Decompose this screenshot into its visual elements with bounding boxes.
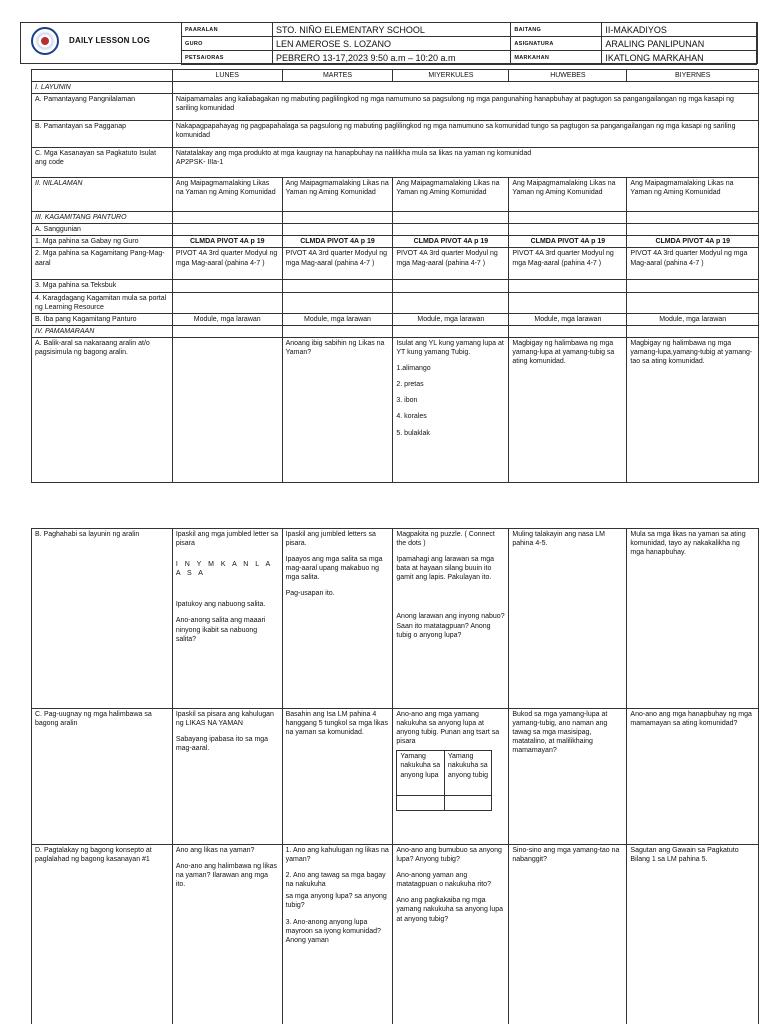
header-box [20,22,758,64]
review-biyernes: Magbigay ng halimbawa ng mga yamang-lupa,yamang-tubig at yamang-tao sa ating komunidad. [627,337,759,482]
other-materials: Module, mga larawan [627,313,759,325]
water-resources-header: Yamang nakukuha sa anyong tubig [444,751,492,796]
day-header: LUNES [172,70,282,82]
resource-chart [396,750,492,811]
competency-text: Natatalakay ang mga produkto at mga kaugnay na hanapbuhay na nalilikha mula sa likas na yaman ng komunidad [175,150,532,158]
discussion-martes: 1. Ano ang kahulugan ng likas na yaman? 2. Ano ang tawag sa mga bagay na nakukuha sa mga anyong lupa? sa anyong tubig? 3. Ano-anong anyong lupa mayroon sa iyong komunidad? Anong yaman [282,845,393,1024]
examples-lunes: Ipaskil sa pisara ang kahulugan ng LIKAS NA YAMAN Sabayang ipabasa ito sa mga mag-aaral. [172,709,282,845]
field-label: MARKAHAN [511,51,602,65]
row-label: A. Balik-aral sa nakaraang aralin at/o pagsisimula ng bagong aralin. [32,337,173,482]
quarter-value: IKATLONG MARKAHAN [602,51,757,65]
day-header: HUWEBES [509,70,627,82]
page-two [0,522,768,1024]
date-time-value: PEBRERO 13-17,2023 9:50 a.m – 10:20 a.m [272,51,510,65]
section-heading: III. KAGAMITANG PANTURO [32,212,173,224]
content-standard: Naipamamalas ang kaliabagakan ng mabuting paglilingkod ng mga namumuno sa pagsulong ng mga pangunahing hanapbuhay at pagtugon sa pangangailangan ng mga kasapi ng sariling komunidad [172,94,758,121]
purpose-lunes: Ipaskil ang mga jumbled letter sa pisara I N Y M K A N L A A S A Ipatukoy ang nabuong salita. Ano-anong salita ang maaari ninyong ikabit sa nabuong salita? [172,529,282,709]
guide-pages: CLMDA PIVOT 4A p 19 [282,236,393,248]
review-lunes [172,337,282,482]
examples-martes: Basahin ang Isa LM pahina 4 hanggang 5 tungkol sa mga likas na yaman sa komunidad. [282,709,393,845]
purpose-biyernes: Mula sa mga likas na yaman sa ating komunidad, tayo ay nakakalikha ng mga hanapbuhay. [627,529,759,709]
guide-pages: CLMDA PIVOT 4A p 19 [509,236,627,248]
guide-pages: CLMDA PIVOT 4A p 19 [627,236,759,248]
page-one [0,0,768,488]
row-label: C. Mga Kasanayan sa Pagkatuto Isulat ang code [32,148,173,178]
school-value: STO. NIÑO ELEMENTARY SCHOOL [272,23,510,37]
grade-value: II-MAKADIYOS [602,23,757,37]
content-cell: Ang Maipagmamalaking Likas na Yaman ng Aming Komunidad [627,178,759,212]
teacher-value: LEN AMEROSE S. LOZANO [272,37,510,51]
row-label: 3. Mga pahina sa Teksbuk [32,280,173,292]
content-cell: Ang Maipagmamalaking Likas na Yaman ng Aming Komunidad [282,178,393,212]
log-title: DAILY LESSON LOG [69,36,150,45]
row-label: A. Pamantayang Pangnilalaman [32,94,173,121]
field-label: PETSA/ORAS [182,51,273,65]
corner-cell [32,70,173,82]
performance-standard: Nakapagpapahayag ng pagpapahalaga sa pagsulong ng mabuting paglilingkod ng mga namumuno sa komunidad tungo sa pagtugon sa pangangailangan ng mga kasapi ng sariling komunidad [172,121,758,148]
discussion-huwebes: Sino-sino ang mga yamang-tao na nabanggit? [509,845,627,1024]
row-label: A. Sanggunian [32,224,173,236]
section-heading: I. LAYUNIN [32,82,173,94]
purpose-martes: Ipaskil ang jumbled letters sa pisara. Ipaayos ang mga salita sa mga mag-aaral upang makabuo ng mga salita. Pag-usapan ito. [282,529,393,709]
learner-pages: PIVOT 4A 3rd quarter Modyul ng mga Mag-aaral (pahina 4-7 ) [509,248,627,280]
content-cell: Ang Maipagmamalaking Likas na Yaman ng Aming Komunidad [393,178,509,212]
discussion-biyernes: Sagutan ang Gawain sa Pagkatuto Bilang 1 sa LM pahina 5. [627,845,759,1024]
row-label: B. Pamantayan sa Pagganap [32,121,173,148]
row-label: D. Pagtalakay ng bagong konsepto at paglalahad ng bagong kasanayan #1 [32,845,173,1024]
lesson-table-page-one [31,69,759,483]
lesson-table-page-two [31,528,759,1024]
examples-biyernes: Ano-ano ang mga hanapbuhay ng mga mamamayan sa ating komunidad? [627,709,759,845]
land-resources-header: Yamang nakukuha sa anyong lupa [397,751,445,796]
review-huwebes: Magbigay ng halimbawa ng mga yamang-lupa at yamang-tubig sa ating komunidad. [509,337,627,482]
day-header: MARTES [282,70,393,82]
field-label: BAITANG [511,23,602,37]
guide-pages: CLMDA PIVOT 4A p 19 [393,236,509,248]
review-miyerkules: Isulat ang YL kung yamang lupa at YT kung yamang Tubig. 1.alimango 2. pretas 3. ibon 4. korales 5. bulaklak [393,337,509,482]
competency-code: AP2PSK- IIIa-1 [175,159,224,167]
learner-pages: PIVOT 4A 3rd quarter Modyul ng mga Mag-aaral (pahina 4-7 ) [282,248,393,280]
review-martes: Anoang ibig sabihin ng Likas na Yaman? [282,337,393,482]
row-label: 4. Karagdagang Kagamitan mula sa portal ng Learning Resource [32,292,173,313]
page-gap [0,488,768,522]
other-materials: Module, mga larawan [393,313,509,325]
section-heading: II. NILALAMAN [32,178,173,212]
examples-huwebes: Bukod sa mga yamang-lupa at yamang-tubig, ano naman ang tawag sa mga masisipag, matatalino, at malilikhaing mamamayan? [509,709,627,845]
purpose-miyerkules: Magpakita ng puzzle. ( Connect the dots ) Ipamahagi ang larawan sa mga bata at hayaan silang buuin ito gamit ang lapis. Pakulayan ito. Anong larawan ang inyong nabuo? Saan ito matatagpuan? Anong tubig o anyong lupa? [393,529,509,709]
learner-pages: PIVOT 4A 3rd quarter Modyul ng mga Mag-aaral (pahina 4-7 ) [627,248,759,280]
field-label: PAARALAN [182,23,273,37]
field-label: ASIGNATURA [511,37,602,51]
row-label: 2. Mga pahina sa Kagamitang Pang-Mag-aaral [32,248,173,280]
examples-miyerkules: Ano-ano ang mga yamang nakukuha sa anyong lupa at anyong tubig. Punan ang tsart sa pisara Yamang nakukuha sa anyong lupa Yamang nakukuha sa anyong tubig [393,709,509,845]
other-materials: Module, mga larawan [509,313,627,325]
field-label: GURO [182,37,273,51]
row-label: C. Pag-uugnay ng mga halimbawa sa bagong aralin [32,709,173,845]
row-label: B. Iba pang Kagamitang Panturo [32,313,173,325]
subject-value: ARALING PANLIPUNAN [602,37,757,51]
guide-pages: CLMDA PIVOT 4A p 19 [172,236,282,248]
learner-pages: PIVOT 4A 3rd quarter Modyul ng mga Mag-aaral (pahina 4-7 ) [172,248,282,280]
section-heading: IV. PAMAMARAAN [32,325,173,337]
row-label: 1. Mga pahina sa Gabay ng Guro [32,236,173,248]
deped-seal-icon [31,27,59,55]
content-cell: Ang Maipagmamalaking Likas na Yaman ng Aming Komunidad [172,178,282,212]
purpose-huwebes: Muling talakayin ang nasa LM pahina 4-5. [509,529,627,709]
day-header: BIYERNES [627,70,759,82]
content-cell: Ang Maipagmamalaking Likas na Yaman ng Aming Komunidad [509,178,627,212]
discussion-lunes: Ano ang likas na yaman? Ano-ano ang halimbawa ng likas na yaman? Ilarawan ang mga ito. [172,845,282,1024]
header-info-table [181,22,757,65]
other-materials: Module, mga larawan [172,313,282,325]
day-header: MIYERKULES [393,70,509,82]
row-label: B. Paghahabi sa layunin ng aralin [32,529,173,709]
discussion-miyerkules: Ano-ano ang bumubuo sa anyong lupa? Anyong tubig? Ano-anong yaman ang matatagpuan o nakukuha rito? Ano ang pagkakaiba ng mga yamang nakukuha sa anyong lupa at anyong tubig? [393,845,509,1024]
other-materials: Module, mga larawan [282,313,393,325]
learner-pages: PIVOT 4A 3rd quarter Modyul ng mga Mag-aaral (pahina 4-7 ) [393,248,509,280]
